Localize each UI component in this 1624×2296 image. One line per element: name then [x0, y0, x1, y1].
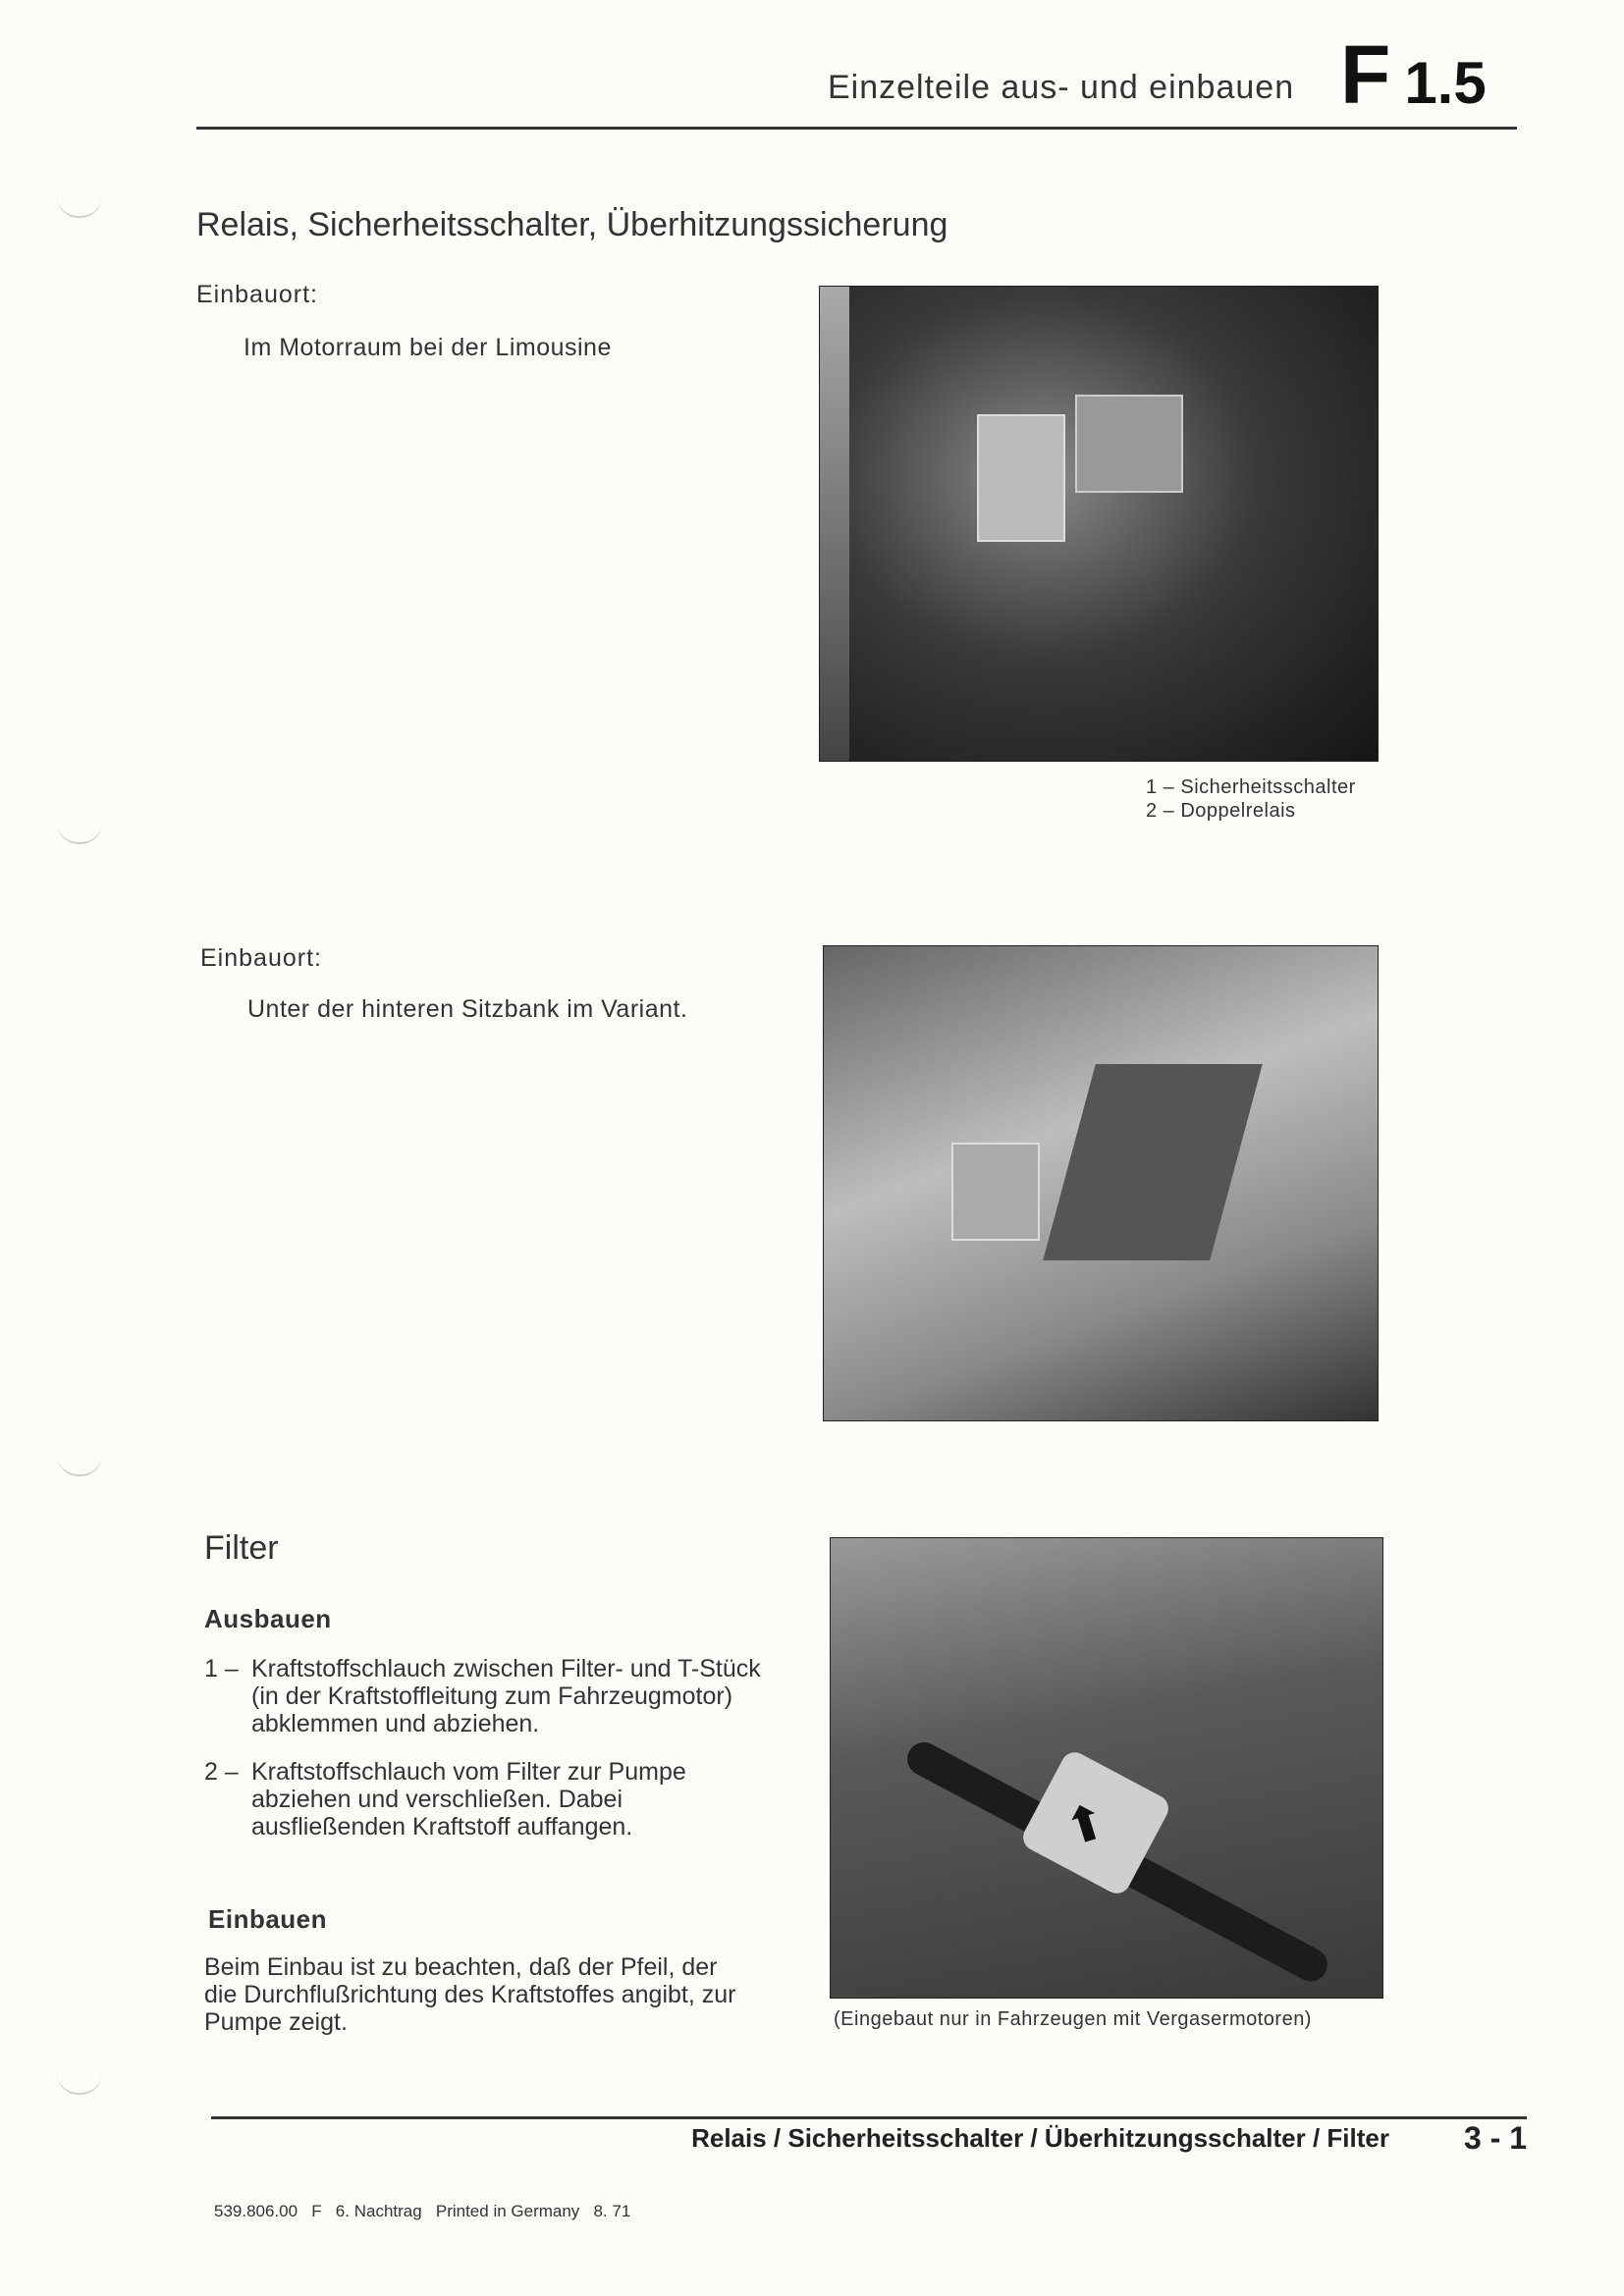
- footer-rule: [211, 2116, 1527, 2119]
- location2-label: Einbauort:: [200, 944, 322, 972]
- page-number: 3 - 1: [1463, 2120, 1527, 2156]
- punch-hole: [57, 1455, 102, 1476]
- removal-heading: Ausbauen: [204, 1604, 332, 1633]
- header-rule: [196, 127, 1517, 130]
- punch-hole: [57, 823, 102, 844]
- relais-title: Relais, Sicherheitsschalter, Überhitzungssicherung: [196, 206, 948, 243]
- chapter-label: F 1.5: [1340, 28, 1487, 121]
- relay-box: [977, 414, 1065, 542]
- section-title: Einzelteile aus- und einbauen: [828, 69, 1295, 106]
- photo3-caption: (Eingebaut nur in Fahrzeugen mit Vergasermotoren): [834, 2008, 1312, 2030]
- punch-hole: [57, 2073, 102, 2095]
- photo-rear-seat-relays: [823, 945, 1379, 1421]
- step-2: 2 – Kraftstoffschlauch vom Filter zur Pumpe abziehen und verschließen. Dabei ausfließenden Kraftstoff auffangen.: [204, 1758, 686, 1841]
- filter-title: Filter: [204, 1529, 279, 1567]
- location1-text: Im Motorraum bei der Limousine: [244, 334, 612, 361]
- hose: [820, 287, 849, 762]
- location1-label: Einbauort:: [196, 281, 318, 308]
- install-text: Beim Einbau ist zu beachten, daß der Pfeil, der die Durchflußrichtung des Kraftstoffes angibt, zur Pumpe zeigt.: [204, 1953, 736, 2036]
- seat-bracket: [1043, 1064, 1263, 1260]
- photo-engine-bay-relays: [819, 286, 1379, 762]
- arrow-icon: ⬉: [1055, 1788, 1117, 1856]
- relay-box: [1075, 395, 1183, 493]
- print-info: 539.806.00 F 6. Nachtrag Printed in Germany 8. 71: [214, 2202, 631, 2220]
- punch-hole: [57, 196, 102, 218]
- step-1: 1 – Kraftstoffschlauch zwischen Filter- und T-Stück (in der Kraftstoffleitung zum Fahrzeugmotor) abklemmen und abziehen.: [204, 1655, 761, 1737]
- footer-topics: Relais / Sicherheitsschalter / Überhitzungsschalter / Filter: [691, 2123, 1389, 2153]
- install-heading: Einbauen: [208, 1904, 328, 1934]
- relay-box: [951, 1143, 1040, 1241]
- photo1-caption: 1 – Sicherheitsschalter 2 – Doppelrelais: [1146, 776, 1356, 822]
- location2-text: Unter der hinteren Sitzbank im Variant.: [247, 995, 688, 1023]
- photo-fuel-filter: [830, 1537, 1383, 1999]
